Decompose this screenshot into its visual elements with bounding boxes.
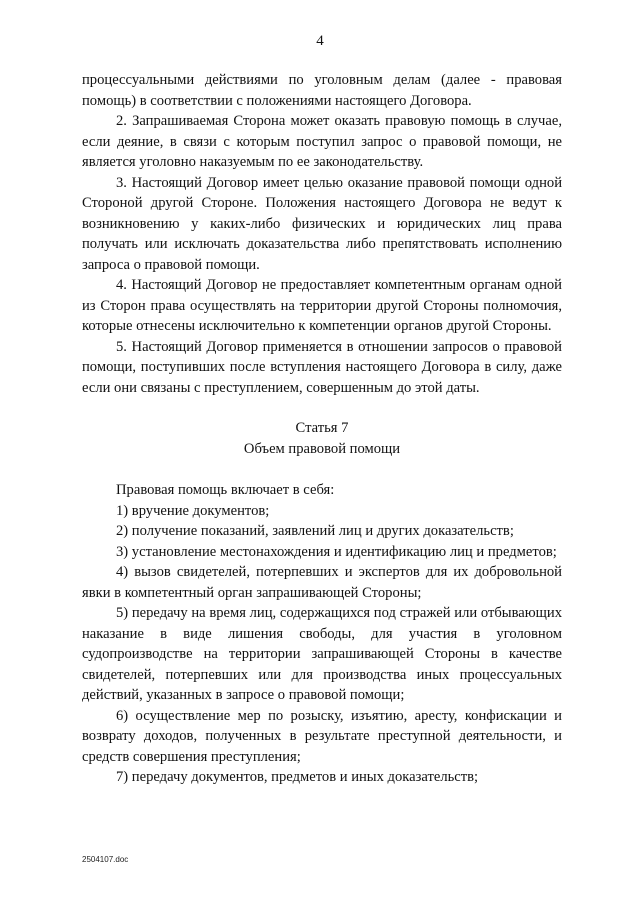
scope-item-1: 1) вручение документов; xyxy=(116,502,270,519)
paragraph-continued: процессуальными действиями по уголовным делам (далее - правовая помощь) в соответствии с положениями настоящего Договора. xyxy=(82,72,562,109)
scope-item-6: 6) осуществление мер по розыску, изъятию, аресту, конфискации и возврату доходов, полученных в результате преступной деятельности, и средств совершения преступления; xyxy=(82,707,562,765)
scope-item-2: 2) получение показаний, заявлений лиц и других доказательств; xyxy=(116,523,514,539)
paragraph-3: 3. Настоящий Договор имеет целью оказание правовой помощи одной Стороной другой Стороне. Положения настоящего Договора не ведут к возникновению у каких-либо физических и юридических лиц права получать или исключать доказательства либо препятствовать исполнению запроса о правовой помощи. xyxy=(82,174,562,273)
section-spacer xyxy=(82,460,562,480)
article-title: Объем правовой помощи xyxy=(243,441,401,457)
article-number: Статья 7 xyxy=(295,420,349,436)
scope-item-3: 3) установление местонахождения и идентификацию лиц и предметов; xyxy=(116,543,557,560)
scope-item-5: 5) передачу на время лиц, содержащихся под стражей или отбывающих наказание в виде лишения свободы, для участия в уголовном судопроизводстве на территории запрашивающей Стороны в качестве свидетелей, потерпевших или для производства иных процессуальных действий, указанных в запросе о правовой помощи; xyxy=(82,605,562,703)
paragraph-4: 4. Настоящий Договор не предоставляет компетентным органам одной из Сторон права осуществлять на территории другой Стороны полномочия, которые отнесены исключительно к компетенции органов другой Стороны. xyxy=(82,277,562,334)
article-heading xyxy=(82,418,562,460)
document-body xyxy=(82,70,562,788)
page-number: 4 xyxy=(316,33,324,49)
scope-item-7: 7) передачу документов, предметов и иных доказательств; xyxy=(116,769,479,785)
scope-item-4: 4) вызов свидетелей, потерпевших и экспертов для их добровольной явки в компетентный орган запрашивающей Стороны; xyxy=(82,564,562,601)
paragraph-2: 2. Запрашиваемая Сторона может оказать правовую помощь в случае, если деяние, в связи с которым поступил запрос о правовой помощи, не является уголовно наказуемым по ее законодательству. xyxy=(82,113,562,170)
paragraph-5: 5. Настоящий Договор применяется в отношении запросов о правовой помощи, поступивших после вступления настоящего Договора в силу, даже если они связаны с преступлением, совершенным до этой даты. xyxy=(82,338,562,396)
footer-filename: 2504107.doc xyxy=(82,855,129,864)
scope-intro: Правовая помощь включает в себя: xyxy=(116,482,335,498)
